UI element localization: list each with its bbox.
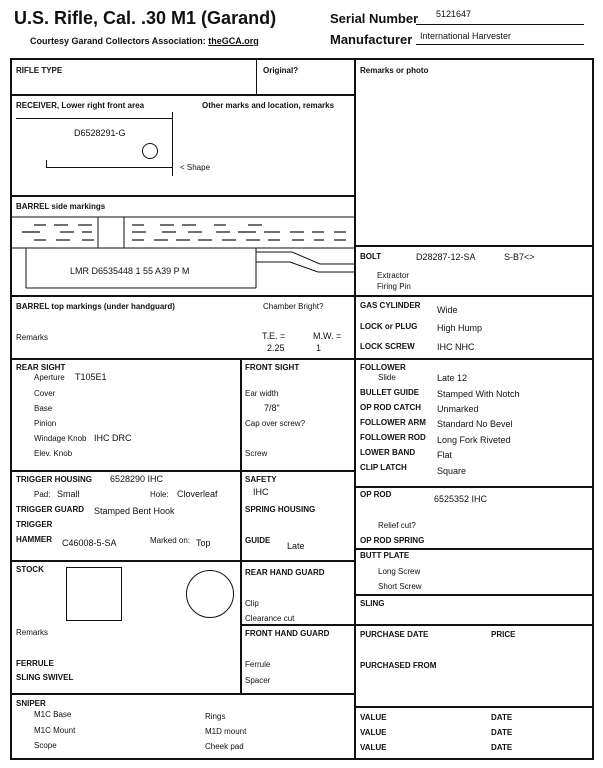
te-label: T.E. = xyxy=(262,331,286,341)
lower-band-value[interactable]: Flat xyxy=(437,450,453,460)
cheek-pad-label: Cheek pad xyxy=(205,742,244,751)
line-bolt-top xyxy=(354,245,594,247)
clearance-cut-label: Clearance cut xyxy=(245,614,295,623)
receiver-bottom-line xyxy=(46,167,172,168)
line-purchase-top xyxy=(354,624,594,626)
front-ferrule-label: Ferrule xyxy=(245,660,271,669)
hole-value[interactable]: Cloverleaf xyxy=(177,489,218,499)
receiver-label: RECEIVER, Lower right front area xyxy=(16,101,145,110)
bullet-guide-value[interactable]: Stamped With Notch xyxy=(437,389,520,399)
sling-swivel-label: SLING SWIVEL xyxy=(16,673,74,682)
hammer-value[interactable]: C46008-5-SA xyxy=(62,538,117,548)
guide-value[interactable]: Late xyxy=(287,541,305,551)
manufacturer-label: Manufacturer xyxy=(330,32,413,47)
pad-value[interactable]: Small xyxy=(57,489,80,499)
op-rod-spring-label: OP ROD SPRING xyxy=(360,536,425,545)
barrel-top-label: BARREL top markings (under handguard) xyxy=(16,302,175,311)
barrel-remarks-label: Remarks xyxy=(16,333,49,342)
manufacturer-value[interactable]: International Harvester xyxy=(420,31,512,41)
clip-latch-value[interactable]: Square xyxy=(437,466,467,476)
divider-middle-column xyxy=(240,358,242,694)
m1c-base-label: M1C Base xyxy=(34,710,72,719)
line-rear-sight-top xyxy=(10,358,355,360)
line-trigger-top xyxy=(10,470,355,472)
courtesy-text xyxy=(30,36,259,46)
line-receiver-top xyxy=(10,94,355,96)
barrel-drawing xyxy=(12,212,354,294)
firing-pin-label: Firing Pin xyxy=(377,282,411,291)
trigger-housing-value[interactable]: 6528290 IHC xyxy=(110,474,164,484)
butt-plate-label: BUTT PLATE xyxy=(360,551,410,560)
form-frame xyxy=(10,58,594,760)
follower-arm-value[interactable]: Standard No Bevel xyxy=(437,419,513,429)
courtesy-prefix: Courtesy Garand Collectors Association: xyxy=(30,36,206,46)
value-label-3: VALUE xyxy=(360,743,387,752)
op-rod-catch-label: OP ROD CATCH xyxy=(360,403,422,412)
follower-rod-label: FOLLOWER ROD xyxy=(360,433,426,442)
windage-value[interactable]: IHC DRC xyxy=(94,433,132,443)
relief-cut-label: Relief cut? xyxy=(378,521,416,530)
pinion-label: Pinion xyxy=(34,419,57,428)
ear-width-value[interactable]: 7/8" xyxy=(264,403,280,413)
receiver-drawing-edge xyxy=(172,112,173,176)
receiver-bottom-tick xyxy=(46,160,47,168)
safety-value[interactable]: IHC xyxy=(253,487,269,497)
line-barrel-top xyxy=(10,195,355,197)
te-value[interactable]: 2.25 xyxy=(267,343,285,353)
purchase-date-label: PURCHASE DATE xyxy=(360,630,429,639)
short-screw-label: Short Screw xyxy=(378,582,422,591)
stock-remarks-label: Remarks xyxy=(16,628,49,637)
spacer-label: Spacer xyxy=(245,676,271,685)
front-sight-label: FRONT SIGHT xyxy=(245,363,300,372)
windage-label: Windage Knob xyxy=(34,434,87,443)
chamber-bright-label: Chamber Bright? xyxy=(263,302,324,311)
stock-label: STOCK xyxy=(16,565,44,574)
bullet-guide-label: BULLET GUIDE xyxy=(360,388,420,397)
line-oprod-top xyxy=(354,486,594,488)
op-rod-label: OP ROD xyxy=(360,490,392,499)
line-sniper-top xyxy=(10,693,355,695)
trigger-label: TRIGGER xyxy=(16,520,53,529)
ear-width-label: Ear width xyxy=(245,389,279,398)
date-label-2: DATE xyxy=(491,728,513,737)
gas-cylinder-value[interactable]: Wide xyxy=(437,305,458,315)
trigger-guard-label: TRIGGER GUARD xyxy=(16,505,84,514)
price-label: PRICE xyxy=(491,630,516,639)
rifle-type-label: RIFLE TYPE xyxy=(16,66,63,75)
front-screw-label: Screw xyxy=(245,449,268,458)
receiver-circle xyxy=(142,143,158,159)
divider-rifletype xyxy=(256,60,257,95)
follower-rod-value[interactable]: Long Fork Riveted xyxy=(437,435,511,445)
lock-plug-label: LOCK or PLUG xyxy=(360,322,418,331)
divider-right-column xyxy=(354,58,356,760)
aperture-label: Aperture xyxy=(34,373,65,382)
guide-label: GUIDE xyxy=(245,536,271,545)
purchased-from-label: PURCHASED FROM xyxy=(360,661,437,670)
base-label: Base xyxy=(34,404,53,413)
mw-label: M.W. = xyxy=(313,331,342,341)
remarks-photo-label: Remarks or photo xyxy=(360,66,429,75)
receiver-drawing-line xyxy=(16,118,172,119)
serial-label: Serial Number xyxy=(330,11,419,26)
follower-arm-label: FOLLOWER ARM xyxy=(360,418,426,427)
cap-over-screw-label: Cap over screw? xyxy=(245,419,306,428)
value-label-1: VALUE xyxy=(360,713,387,722)
extractor-label: Extractor xyxy=(377,271,410,280)
other-marks-label: Other marks and location, remarks xyxy=(202,101,335,110)
aperture-value[interactable]: T105E1 xyxy=(75,372,107,382)
gas-cylinder-label: GAS CYLINDER xyxy=(360,301,421,310)
shape-label: < Shape xyxy=(180,163,211,172)
lower-band-label: LOWER BAND xyxy=(360,448,416,457)
serial-underline xyxy=(416,24,584,25)
barrel-side-marking[interactable]: LMR D6535448 1 55 A39 P M xyxy=(70,266,190,276)
follower-label: FOLLOWER xyxy=(360,363,406,372)
trigger-guard-value[interactable]: Stamped Bent Hook xyxy=(94,506,175,516)
hole-label: Hole: xyxy=(150,490,169,499)
bolt-label: BOLT xyxy=(360,252,382,261)
barrel-side-label: BARREL side markings xyxy=(16,202,106,211)
elev-label: Elev. Knob xyxy=(34,449,73,458)
pad-label: Pad: xyxy=(34,490,51,499)
line-barrel-top-markings xyxy=(10,295,355,297)
gca-link[interactable]: theGCA.org xyxy=(208,36,259,46)
line-front-guard-top xyxy=(240,624,355,626)
marked-on-value[interactable]: Top xyxy=(196,538,211,548)
slide-label: Slide xyxy=(378,373,396,382)
scope-label: Scope xyxy=(34,741,57,750)
stock-circle xyxy=(186,570,234,618)
clip-latch-label: CLIP LATCH xyxy=(360,463,407,472)
m1d-mount-label: M1D mount xyxy=(205,727,247,736)
mw-value[interactable]: 1 xyxy=(316,343,322,353)
slide-value[interactable]: Late 12 xyxy=(437,373,468,383)
original-label: Original? xyxy=(263,66,299,75)
line-follower-top xyxy=(354,358,594,360)
line-value-top xyxy=(354,706,594,708)
sling-label: SLING xyxy=(360,599,385,608)
op-rod-value[interactable]: 6525352 IHC xyxy=(434,494,488,504)
bolt-value[interactable]: D28287-12-SA xyxy=(416,252,476,262)
trigger-housing-label: TRIGGER HOUSING xyxy=(16,475,93,484)
cover-label: Cover xyxy=(34,389,56,398)
op-rod-catch-value[interactable]: Unmarked xyxy=(437,404,479,414)
long-screw-label: Long Screw xyxy=(378,567,421,576)
stock-square-box xyxy=(66,567,122,621)
lock-screw-value[interactable]: IHC NHC xyxy=(437,342,475,352)
line-stock-top xyxy=(10,560,355,562)
bolt-value-2[interactable]: S-B7<> xyxy=(504,252,535,262)
date-label-3: DATE xyxy=(491,743,513,752)
receiver-marking[interactable]: D6528291-G xyxy=(74,128,126,138)
manufacturer-underline xyxy=(416,44,584,45)
m1c-mount-label: M1C Mount xyxy=(34,726,76,735)
rear-sight-label: REAR SIGHT xyxy=(16,363,66,372)
sniper-label: SNIPER xyxy=(16,699,46,708)
value-label-2: VALUE xyxy=(360,728,387,737)
lock-plug-value[interactable]: High Hump xyxy=(437,323,483,333)
line-buttplate-top xyxy=(354,548,594,550)
front-hand-guard-label: FRONT HAND GUARD xyxy=(245,629,330,638)
lock-screw-label: LOCK SCREW xyxy=(360,342,415,351)
ferrule-label: FERRULE xyxy=(16,659,54,668)
safety-label: SAFETY xyxy=(245,475,277,484)
hammer-label: HAMMER xyxy=(16,535,52,544)
serial-value[interactable]: 5121647 xyxy=(436,9,472,19)
line-gas-top xyxy=(354,295,594,297)
line-sling-top xyxy=(354,594,594,596)
spring-housing-label: SPRING HOUSING xyxy=(245,505,316,514)
rear-hand-guard-label: REAR HAND GUARD xyxy=(245,568,325,577)
clip-label: Clip xyxy=(245,599,259,608)
form-title: U.S. Rifle, Cal. .30 M1 (Garand) xyxy=(14,8,277,28)
date-label-1: DATE xyxy=(491,713,513,722)
rings-label: Rings xyxy=(205,712,226,721)
marked-on-label: Marked on: xyxy=(150,536,191,545)
